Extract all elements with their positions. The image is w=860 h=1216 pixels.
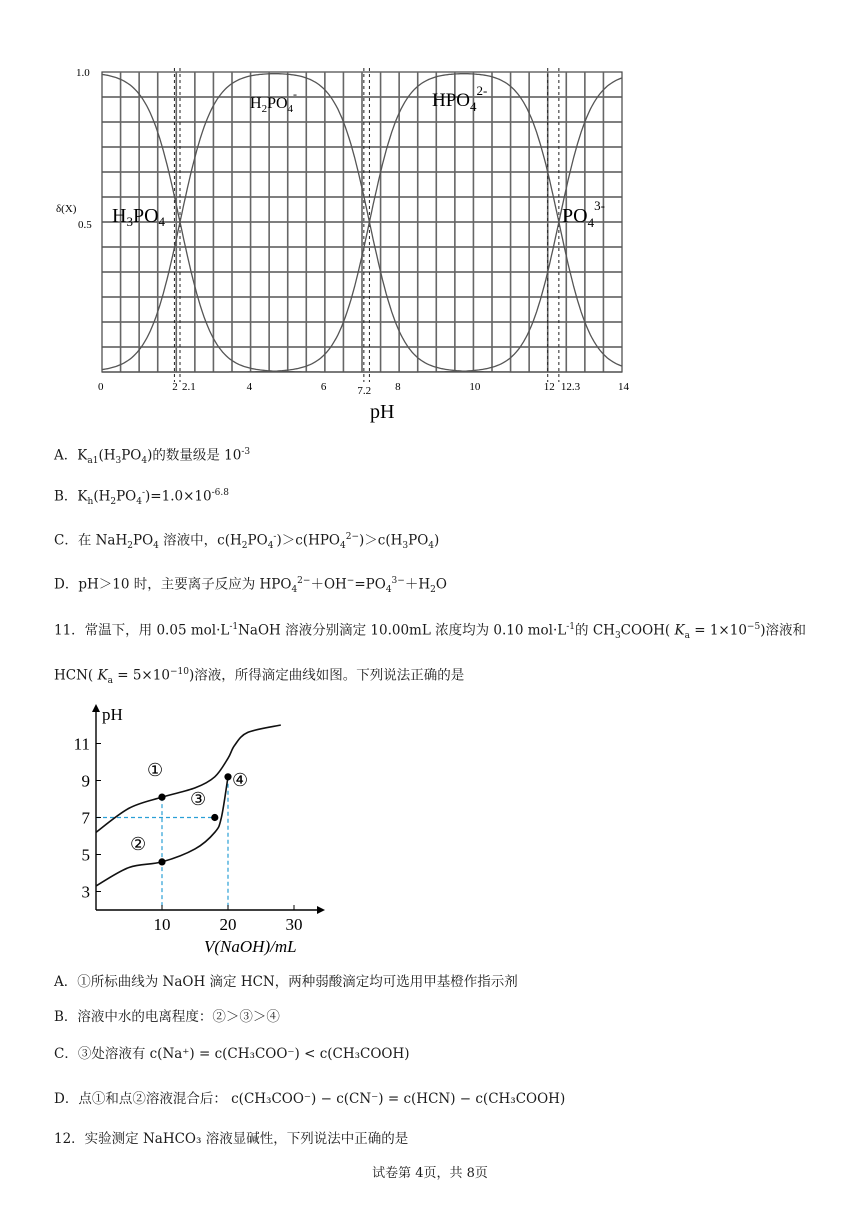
x-tick-label: 0 [98, 381, 104, 393]
marked-point-4 [224, 773, 231, 780]
q11-stem-line1: 11．常温下，用 0.05 $mol\cdot L^{-1}NaOH$ 溶液分别滴定 10.00mL 浓度均为 0.10 $mol\cdot L^{-1}$的 $CH_3COOH$( $K_a = 1\times 10^{-5}$)溶液和 [54, 622, 806, 642]
x-axis-arrow [317, 906, 325, 914]
q11-stem-line2: HCN( $K_a = 5\times 10^{-10}$)溶液，所得滴定曲线如图。下列说法正确的是 [54, 667, 465, 687]
x-tick-label: 30 [285, 915, 303, 934]
titration-curves [96, 725, 281, 886]
y-axis-label: pH [102, 705, 123, 724]
y-tick-label: 5 [81, 845, 90, 865]
marked-point-2 [158, 858, 165, 865]
titration-chart [72, 698, 342, 958]
label-po4: $PO_4^{3-}$ [562, 198, 605, 230]
q10-option-c: C．在 $NaH_2PO_4$ 溶液中，$c(H_2PO_4^-)>c(HPO_4^{2-})>c(H_3PO_4)$ [54, 532, 440, 552]
point-label-2: ② [130, 834, 147, 854]
y-tick-label: 3 [81, 882, 90, 902]
label-h3po4: $H_3PO_4$ [112, 205, 166, 229]
x-tick-labels [98, 381, 630, 397]
y-tick-label: 7 [81, 808, 90, 828]
x-tick-label: 14 [618, 381, 629, 393]
x-tick-label: 12 [543, 381, 555, 393]
x-axis-label: V(NaOH)/mL [204, 937, 297, 956]
x-tick-label: 12.3 [560, 381, 581, 393]
y-tick-1.0: 1.0 [76, 67, 90, 79]
q10-option-a: A．$K_{a1}(H_3PO_4)$的数量级是 $10^{-3}$ [54, 447, 251, 467]
y-axis-arrow [92, 704, 100, 712]
distribution-chart [50, 60, 650, 430]
x-tick-label: 20 [219, 915, 237, 934]
y-tick-label: 9 [81, 771, 90, 791]
x-tick-label: 6 [320, 381, 327, 393]
x-axis-label: pH [370, 401, 395, 423]
x-tick-label: 2.1 [182, 381, 196, 393]
y-tick-0.5: 0.5 [78, 219, 92, 231]
q11-option-a: A．①所标曲线为 NaOH 滴定 HCN，两种弱酸滴定均可选用甲基橙作指示剂 [54, 974, 518, 990]
point-label-1: ① [147, 760, 164, 780]
y-axis-label: δ(X) [56, 203, 77, 215]
y-tick-label: 11 [73, 734, 90, 754]
point-label-4: ④ [232, 770, 249, 790]
x-tick-label: 10 [469, 381, 481, 393]
q11-option-c: C．③处溶液有 c(Na⁺) = c(CH₃COO⁻) < c(CH₃COOH) [54, 1046, 410, 1062]
q11-option-b: B．溶液中水的电离程度：②＞③＞④ [54, 1009, 280, 1025]
q12-stem: 12．实验测定 NaHCO₃ 溶液显碱性，下列说法中正确的是 [54, 1131, 409, 1147]
point-label-3: ③ [190, 789, 207, 809]
label-h2po4: $H_2PO_4^-$ [250, 87, 298, 115]
q10-option-d: D．pH＞10 时，主要离子反应为 $HPO_4^{2-}+OH^-=PO_4^{3-}+H_2O$ [54, 576, 447, 596]
q10-option-b: B．$K_h(H_2PO_4^-)=1.0\times 10^{-6.8}$ [54, 488, 229, 508]
marked-point-1 [158, 794, 165, 801]
x-tick-label: 7.2 [357, 385, 372, 397]
marked-point-3 [211, 814, 218, 821]
x-tick-label: 4 [246, 381, 253, 393]
x-tick-label: 2 [172, 381, 178, 393]
x-tick-label: 8 [395, 381, 401, 393]
titration-curve-1 [96, 725, 281, 832]
q11-option-d: D．点①和点②溶液混合后： c(CH₃COO⁻) − c(CN⁻) = c(HCN) − c(CH₃COOH) [54, 1091, 566, 1107]
label-hpo4: $HPO_4^{2-}$ [432, 83, 488, 114]
page-footer: 试卷第 4页，共 8页 [372, 1166, 488, 1181]
axis-ticks [74, 735, 303, 935]
x-tick-label: 10 [153, 915, 171, 934]
